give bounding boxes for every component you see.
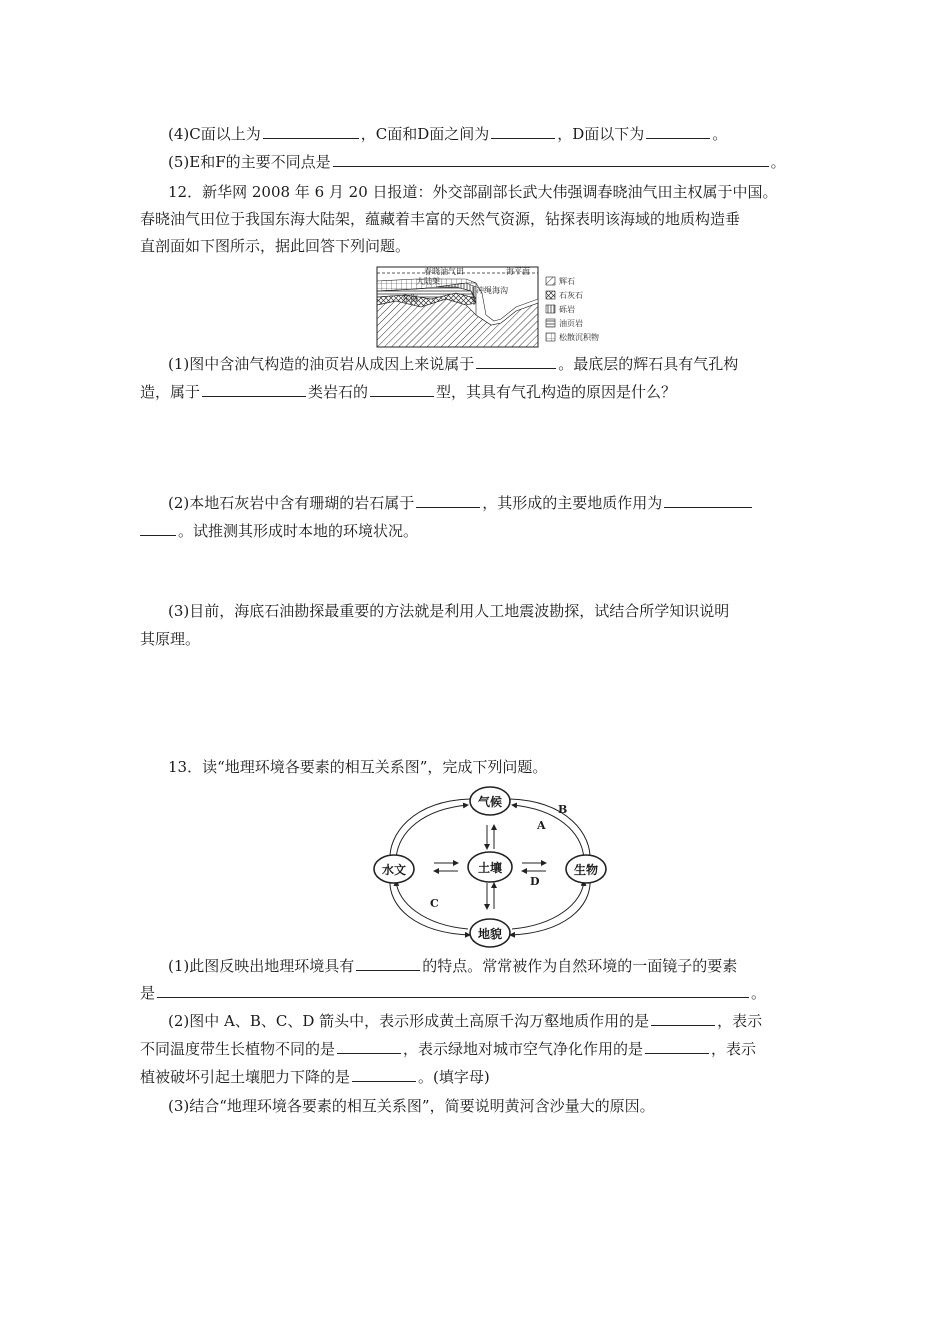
q12-intro-line3: 直剖面如下图所示，据此回答下列问题。	[140, 237, 411, 255]
legend-oil-shale: 油页岩	[559, 319, 583, 328]
q13-part2-text-5: ，表示	[711, 1040, 757, 1058]
q13-part1-text: (1)此图反映出地理环境具有	[168, 957, 355, 975]
legend-limestone: 石灰石	[559, 291, 583, 300]
q12-part1-text: (1)图中含油气构造的油页岩从成因上来说属于	[168, 355, 475, 373]
label-okinawa-trough: 冲绳海沟	[476, 286, 508, 295]
q12-part3-line1: (3)目前，海底石油勘探最重要的方法就是利用人工地震波勘探，试结合所学知识说明	[168, 602, 730, 620]
figure-legend	[546, 276, 599, 342]
q12-part1-text-3: 造，属于	[140, 383, 201, 401]
label-continental-shelf: 大陆架	[416, 277, 440, 286]
legend-loose-sediment: 松散沉积物	[559, 333, 599, 342]
q12-intro-line1: 12．新华网 2008 年 6 月 20 日报道：外交部副部长武大伟强调春晓油气田主权属于中国。	[168, 183, 778, 201]
q11-part4-text: (4)C面以上为	[168, 125, 261, 143]
node-soil-label: 土壤	[477, 861, 503, 875]
node-hydrology-label: 水文	[381, 863, 407, 877]
q13-part2-line2	[140, 1037, 756, 1061]
arc-hydrology-to-climate	[396, 805, 468, 859]
q12-part1-text-4: 类岩石的	[308, 383, 369, 401]
q13-part2-text-6: 植被破坏引起土壤肥力下降的是	[140, 1068, 351, 1086]
node-climate-label: 气候	[477, 795, 503, 809]
q12-part1-line2	[140, 380, 676, 404]
q12-part2-text-2: ，其形成的主要地质作用为	[482, 494, 663, 512]
q11-part4-text-2: ，C面和D面之间为	[360, 125, 490, 143]
q12-part1-blank-2[interactable]	[202, 381, 306, 397]
q12-part3-line2: 其原理。	[140, 630, 201, 648]
q11-part5	[168, 150, 786, 174]
q12-part2-text: (2)本地石灰岩中含有珊瑚的岩石属于	[168, 494, 415, 512]
arc-landform-to-biology	[512, 881, 584, 929]
q13-part2-text: (2)图中 A、B、C、D 箭头中，表示形成黄土高原千沟万壑地质作用的是	[168, 1012, 650, 1030]
q12-part1-text-5: 型，其具有气孔构造的原因是什么？	[436, 383, 677, 401]
q13-part2-blank-1[interactable]	[651, 1010, 715, 1026]
node-biology-label: 生物	[573, 863, 599, 877]
q12-part2-blank-1[interactable]	[416, 492, 480, 508]
label-oil-gas-field: 春晓油气田	[424, 267, 464, 276]
label-c: C	[430, 897, 439, 910]
q13-part1-blank-1[interactable]	[356, 955, 420, 971]
label-sea-level: 海平面	[506, 267, 530, 276]
q12-part2-line1	[168, 491, 754, 515]
legend-swatch-oil-shale	[546, 319, 555, 327]
q11-part5-text: (5)E和F的主要不同点是	[168, 153, 331, 171]
q13-part3: (3)结合“地理环境各要素的相互关系图”，简要说明黄河含沙量大的原因。	[168, 1097, 655, 1115]
q13-part2-text-2: ，表示	[717, 1012, 763, 1030]
q12-part1-blank-3[interactable]	[370, 381, 434, 397]
q11-part4-text-4: 。	[712, 125, 728, 143]
q13-part1-text-3: 是	[140, 984, 156, 1002]
q13-part2-text-3: 不同温度带生长植物不同的是	[140, 1040, 336, 1058]
q13-part2-blank-3[interactable]	[645, 1038, 709, 1054]
q11-part4-blank-3[interactable]	[646, 123, 710, 139]
q12-part1-line1	[168, 352, 738, 376]
q13-part2-line1	[168, 1009, 762, 1033]
arc-climate-to-hydrology	[390, 799, 470, 861]
q13-part2-blank-4[interactable]	[352, 1066, 416, 1082]
q11-part4-blank-1[interactable]	[263, 123, 359, 139]
legend-swatch-loose-sediment	[546, 333, 555, 341]
q13-part1-line2	[140, 981, 766, 1005]
q12-part1-blank-1[interactable]	[476, 353, 556, 369]
q13-part2-line3	[140, 1065, 490, 1089]
q12-part1-text-2: 。最底层的辉石具有气孔构	[558, 355, 739, 373]
q13-part1-text-2: 的特点。常常被作为自然环境的一面镜子的要素	[422, 957, 738, 975]
q11-part4-blank-2[interactable]	[491, 123, 555, 139]
legend-swatch-limestone	[546, 291, 555, 299]
label-d: D	[530, 875, 540, 888]
q13-part2-blank-2[interactable]	[337, 1038, 401, 1054]
q13-intro: 13．读“地理环境各要素的相互关系图”，完成下列问题。	[168, 758, 548, 776]
q13-part1-blank-2[interactable]	[157, 982, 749, 998]
geographic-elements-diagram	[372, 785, 608, 949]
q11-part5-blank[interactable]	[333, 151, 769, 167]
arc-climate-to-biology	[510, 799, 590, 861]
q12-part2-blank-2b[interactable]	[140, 520, 176, 536]
q11-part5-end: 。	[770, 153, 786, 171]
node-landform-label: 地貌	[477, 927, 503, 941]
label-east-china-sea: 东海	[402, 294, 418, 303]
q12-part2-line2	[140, 519, 418, 543]
arc-biology-to-landform	[510, 879, 590, 935]
q12-intro-line2: 春晓油气田位于我国东海大陆架，蕴藏着丰富的天然气资源，钻探表明该海域的地质构造垂	[140, 210, 741, 228]
arc-biology-to-climate	[512, 805, 584, 859]
legend-swatch-pyroxene	[546, 277, 555, 285]
label-b: B	[558, 803, 568, 816]
q12-part2-blank-2a[interactable]	[664, 492, 752, 508]
label-a: A	[537, 819, 546, 832]
q13-part1-text-4: 。	[751, 984, 767, 1002]
q13-part1-line1	[168, 954, 737, 978]
q12-part2-text-3: 。试推测其形成时本地的环境状况。	[178, 522, 419, 540]
q13-part2-text-4: ，表示绿地对城市空气净化作用的是	[403, 1040, 644, 1058]
legend-pyroxene: 辉石	[559, 277, 575, 286]
q13-part2-text-7: 。(填字母)	[418, 1068, 490, 1086]
legend-conglomerate: 砾岩	[559, 305, 575, 314]
q11-part4	[168, 122, 727, 146]
q11-part4-text-3: ，D面以下为	[557, 125, 645, 143]
geologic-cross-section-figure	[376, 263, 612, 349]
legend-swatch-conglomerate	[546, 305, 555, 313]
